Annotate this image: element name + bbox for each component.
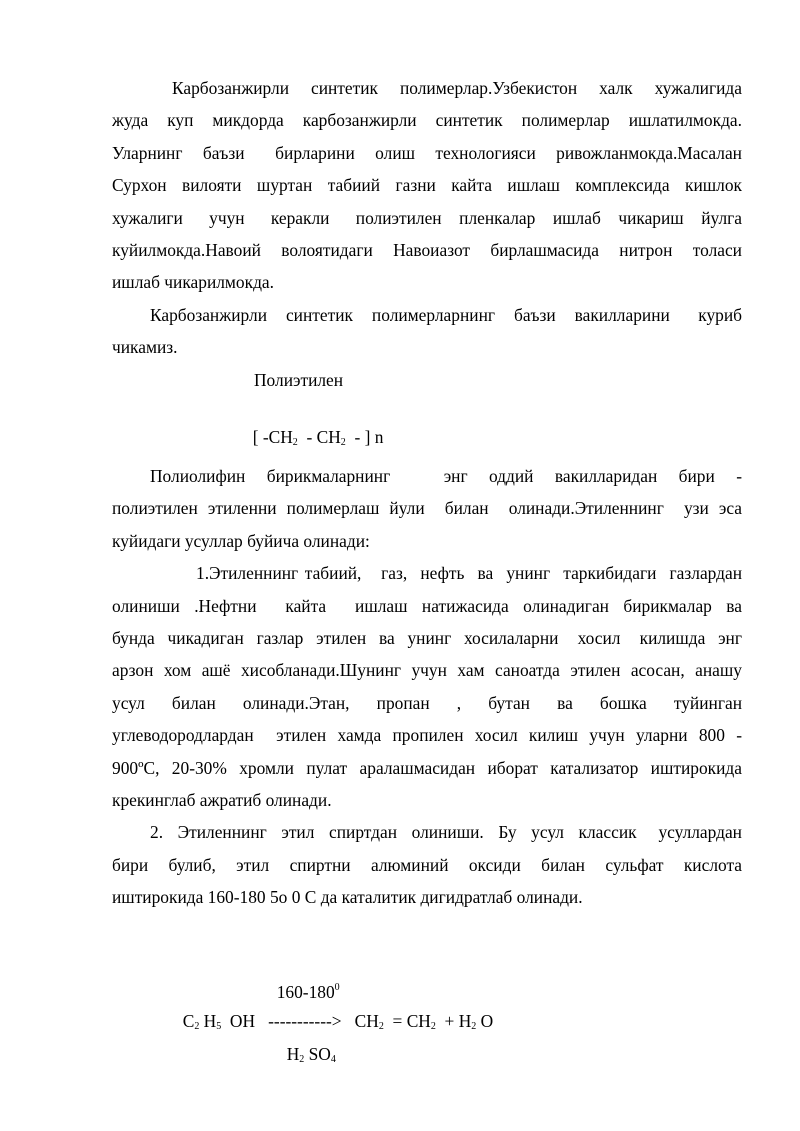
text-line: ишлаб чикарилмокда. [112, 272, 274, 293]
text-line: арзон хом ашё хисобланади.Шунинг учун хам саноатда этилен асосан, анашу [112, 660, 742, 681]
paragraph-method-1 [112, 557, 742, 816]
text-line: иштирокида 160-180 5о 0 С да каталитик дигидратлаб олинади. [112, 887, 583, 908]
temperature-value: 160-180 [276, 982, 335, 1002]
text-line: бири булиб, этил спиртни алюминий оксиди билан сульфат кислота [112, 854, 742, 875]
catalyst-part: H [286, 1044, 300, 1064]
formula-subscript: 2 [194, 1021, 200, 1032]
text-line: жуда куп микдорда карбозанжирли синтетик полимерлар ишлатилмокда. [112, 110, 742, 131]
polyethylene-title: Полиэтилен [254, 370, 344, 390]
document-page-continued [112, 460, 742, 914]
reactant: OH [221, 1011, 256, 1031]
formula-subscript: 5 [216, 1021, 222, 1032]
temperature-degree: 0 [334, 982, 340, 993]
text-line: куйилмокда.Навоий волоятидаги Навоиазот бирлашмасида нитрон толаси [112, 240, 742, 261]
text-line: Карбозанжирли синтетик полимерлар.Узбекистон халк хужалигида [172, 78, 742, 98]
text-line: усул билан олинади.Этан, пропан , бутан ва бошка туйинган [112, 692, 742, 713]
formula-subscript: 4 [330, 1054, 336, 1065]
text-line: крекинглаб ажратиб олинади. [112, 790, 332, 811]
formula-subscript: 2 [471, 1021, 477, 1032]
formula-part: - ] n [345, 427, 384, 447]
formula-part: - CH [297, 427, 341, 447]
paragraph-method-2 [112, 816, 742, 913]
product: O [476, 1011, 494, 1031]
reactant: C [182, 1011, 195, 1031]
document-page [112, 72, 742, 364]
text-line: 900ºС, 20-30% хромли пулат аралашмасидан иборат катализатор иштирокида [112, 757, 742, 778]
text-line: куйидаги усуллар буйича олинади: [112, 530, 370, 551]
text-line: 1.Этиленнинг табиий, газ, нефть ва унинг таркибидаги газлардан [196, 563, 742, 584]
text-line: олиниши .Нефтни кайта ишлаш натижасида олинадиган бирикмалар ва [112, 595, 742, 616]
text-line: углеводородлардан этилен хамда пропилен хосил килиш учун уларни 800 - [112, 725, 742, 746]
product: + H [435, 1011, 472, 1031]
formula-subscript: 2 [430, 1021, 436, 1032]
text-line: хужалиги учун керакли полиэтилен пленкалар ишлаб чикариш йулга [112, 207, 742, 228]
reaction-catalyst [278, 1018, 336, 1072]
text-line: чикамиз. [112, 337, 178, 358]
text-line: бунда чикадиган газлар этилен ва унинг хосилаларни хосил килишда энг [112, 628, 742, 649]
product: = CH [383, 1011, 431, 1031]
paragraph-representatives [112, 299, 742, 364]
text-line: Полиолифин бирикмаларнинг энг оддий вакилларидан бири - [150, 466, 742, 486]
formula-subscript: 2 [292, 437, 298, 448]
formula-subscript: 2 [299, 1054, 305, 1065]
text-line: полиэтилен этиленни полимерлаш йули билан олинади.Этиленнинг узи эса [112, 498, 742, 519]
paragraph-intro [112, 72, 742, 299]
reactant: H [199, 1011, 217, 1031]
product: CH [354, 1011, 379, 1031]
text-line: Карбозанжирли синтетик полимерларнинг баъзи вакилларини куриб [150, 304, 742, 325]
catalyst-part: SO [304, 1044, 331, 1064]
polyethylene-formula [244, 401, 383, 455]
formula-subscript: 2 [378, 1021, 384, 1032]
formula-subscript: 2 [340, 437, 346, 448]
paragraph-polyolefin [112, 460, 742, 557]
reaction-arrow: -----------> [255, 1011, 355, 1031]
text-line: 2. Этиленнинг этил спиртдан олиниши. Бу усул классик усуллардан [150, 822, 742, 843]
formula-part: [ -CH [252, 427, 293, 447]
text-line: Сурхон вилояти шуртан табиий газни кайта ишлаш комплексида кишлок [112, 175, 742, 196]
text-line: Уларнинг баъзи бирларини олиш технологияси ривожланмокда.Масалан [112, 142, 742, 163]
